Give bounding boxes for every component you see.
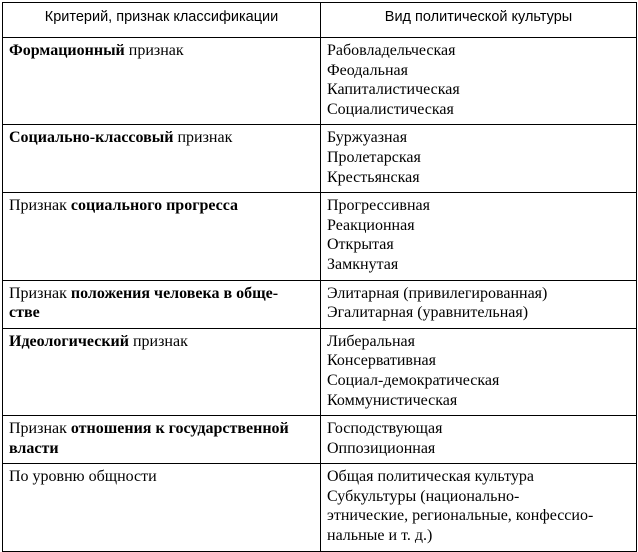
column-header-criterion: Критерий, признак классификации [3,3,321,38]
criterion-text: признак [124,42,184,59]
table-row [3,464,637,551]
criterion-line [9,196,314,216]
criterion-line [9,128,314,148]
culture-types-cell [321,193,637,280]
culture-type-item: Коммунистическая [327,391,458,409]
culture-types-cell [321,280,637,328]
criterion-cell [3,125,321,193]
culture-type-item: Субкультуры (национально- [327,487,520,505]
criterion-line [9,439,314,459]
culture-type-item: Консервативная [327,352,436,370]
culture-type-item: Замкнутая [327,255,399,273]
table-row [3,416,637,464]
culture-type-item: Реакционная [327,216,415,234]
criterion-text: Признак [9,420,71,438]
culture-types-cell [321,328,637,415]
criterion-line [9,419,314,439]
criterion-line [9,332,314,352]
culture-type-item: Буржуазная [327,129,408,147]
culture-types-cell [321,38,637,125]
culture-type-item: Рабовладельческая [327,42,456,59]
culture-types-cell [321,125,637,193]
criterion-line [9,467,314,487]
criterion-cell [3,464,321,551]
table-row [3,125,637,193]
criterion-cell [3,38,321,125]
criterion-keyword: Идеологический [9,332,129,350]
criterion-cell [3,193,321,280]
culture-type-item: Элитарная (привилегированная) [327,284,548,302]
criterion-line [9,41,314,61]
criterion-cell [3,280,321,328]
culture-type-item: Общая политическая культура [327,468,534,486]
table-row [3,38,637,125]
culture-type-item: Прогрессивная [327,197,430,215]
culture-type-item: Пролетарская [327,148,421,166]
criterion-text: Признак [9,284,71,302]
criterion-keyword: отношения к государственной [70,420,289,438]
culture-type-item: нальные и т. д.) [327,527,433,545]
culture-type-item: Крестьянская [327,168,420,186]
criterion-keyword: Социально-классовый [9,129,174,147]
criterion-text: признак [128,332,188,350]
classification-table [2,2,637,552]
table-row [3,193,637,280]
culture-type-item: Открытая [327,236,394,254]
criterion-keyword: стве [9,304,40,322]
criterion-text: По уровню общности [9,468,157,486]
culture-types-cell [321,464,637,551]
criterion-keyword: власти [9,439,59,457]
criterion-cell [3,328,321,415]
criterion-cell [3,416,321,464]
culture-types-cell [321,416,637,464]
table-row [3,280,637,328]
column-header-culture-type: Вид политической культуры [321,3,637,38]
culture-type-item: Социалистическая [327,100,454,118]
criterion-text: признак [173,129,233,147]
criterion-keyword: социального прогресса [70,197,239,215]
culture-type-item: Капиталистическая [327,81,460,99]
culture-type-item: этнические, региональные, конфессио- [327,507,594,525]
culture-type-item: Феодальная [327,61,408,79]
table-row [3,328,637,415]
culture-type-item: Оппозиционная [327,439,436,457]
culture-type-item: Эгалитарная (уравнительная) [327,304,529,322]
criterion-line [9,303,314,323]
table-header-row [3,3,637,38]
criterion-text: Признак [9,197,71,215]
criterion-line [9,284,314,304]
culture-type-item: Господствующая [327,420,443,438]
criterion-keyword: положения человека в обще- [70,284,279,302]
culture-type-item: Социал-демократическая [327,371,500,389]
criterion-keyword: Формационный [9,42,125,59]
table-body [3,38,637,552]
culture-type-item: Либеральная [327,332,415,350]
